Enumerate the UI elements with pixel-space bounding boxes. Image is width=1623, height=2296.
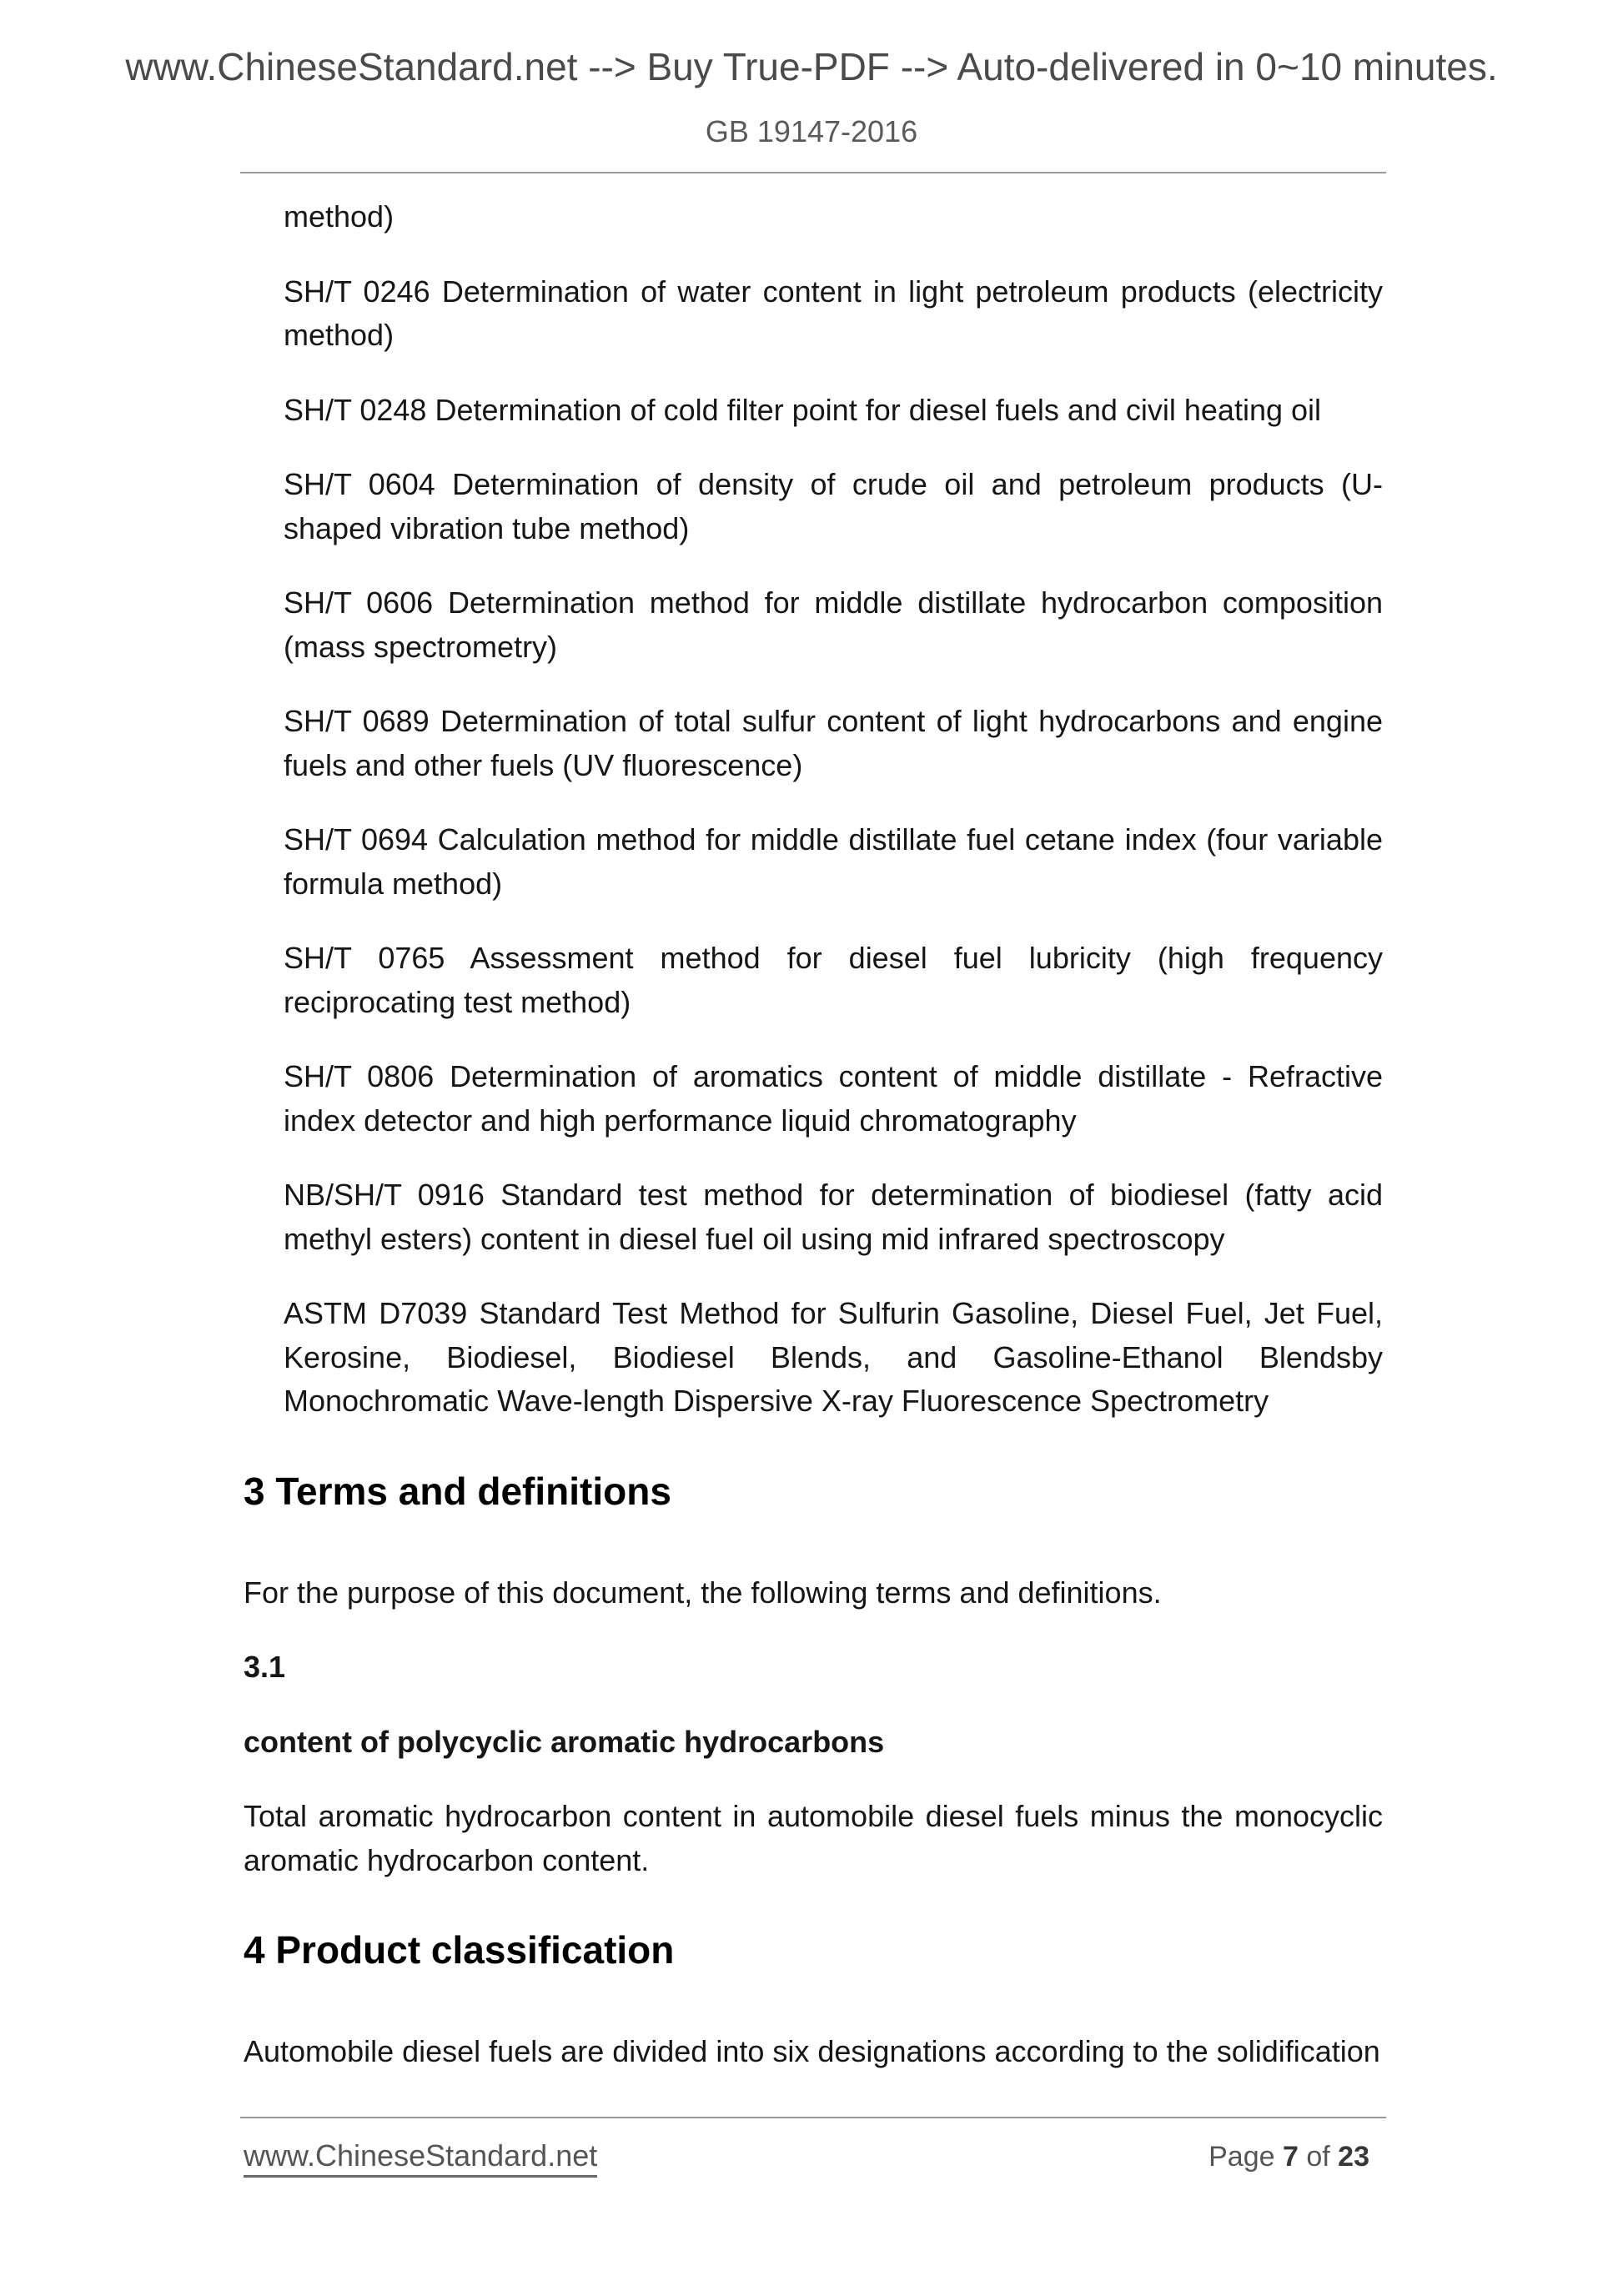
- term-definition: Total aromatic hydrocarbon content in automobile diesel fuels minus the monocyclic aromatic hydrocarbon content.: [244, 1799, 1383, 1877]
- page-indicator: [1208, 2141, 1369, 2173]
- terms-intro-paragraph: For the purpose of this document, the following terms and definitions.: [244, 1575, 1162, 1610]
- document-number: GB 19147-2016: [705, 114, 918, 148]
- section-heading-terms: 3 Terms and definitions: [244, 1469, 671, 1513]
- page-footer: [240, 2117, 1386, 2178]
- reference-item: ASTM D7039 Standard Test Method for Sulfurin Gasoline, Diesel Fuel, Jet Fuel, Kerosine, Biodiesel, Biodiesel Blends, and Gasoline-Ethanol Blendsby Monochromatic Wave-length Dispersive X-ray Fluorescence Spectrometry: [284, 1296, 1383, 1418]
- reference-item: SH/T 0689 Determination of total sulfur content of light hydrocarbons and engine fuels and other fuels (UV fluorescence): [284, 704, 1383, 782]
- watermark-header: www.ChineseStandard.net --> Buy True-PDF --> Auto-delivered in 0~10 minutes.: [125, 45, 1498, 88]
- reference-item: SH/T 0694 Calculation method for middle distillate fuel cetane index (four variable formula method): [284, 822, 1383, 901]
- page-number: 7: [1282, 2141, 1299, 2173]
- term-title: content of polycyclic aromatic hydrocarbons: [244, 1724, 885, 1759]
- site-link[interactable]: www.ChineseStandard.net: [244, 2138, 597, 2178]
- page-body: [244, 173, 1383, 2105]
- page-label: Page: [1208, 2141, 1275, 2173]
- reference-item: NB/SH/T 0916 Standard test method for determination of biodiesel (fatty acid methyl esters) content in diesel fuel oil using mid infrared spectroscopy: [284, 1178, 1383, 1256]
- classification-paragraph: Automobile diesel fuels are divided into six designations according to the solidification: [244, 2034, 1380, 2068]
- paragraph-continuation: method): [284, 199, 394, 234]
- reference-item: SH/T 0246 Determination of water content in light petroleum products (electricity method): [284, 274, 1383, 352]
- footer-row: [240, 2138, 1386, 2178]
- term-number: 3.1: [244, 1650, 286, 1684]
- reference-item: SH/T 0806 Determination of aromatics content of middle distillate - Refractive index detector and high performance liquid chromatography: [284, 1059, 1383, 1138]
- of-label: of: [1306, 2141, 1330, 2173]
- reference-item: SH/T 0765 Assessment method for diesel fuel lubricity (high frequency reciprocating test method): [284, 941, 1383, 1019]
- page-total: 23: [1338, 2141, 1369, 2173]
- reference-item: SH/T 0248 Determination of cold filter point for diesel fuels and civil heating oil: [284, 392, 1322, 427]
- section-heading-classification: 4 Product classification: [244, 1928, 675, 1972]
- reference-item: SH/T 0606 Determination method for middle distillate hydrocarbon composition (mass spectrometry): [284, 585, 1383, 664]
- reference-item: SH/T 0604 Determination of density of crude oil and petroleum products (U-shaped vibration tube method): [284, 467, 1383, 545]
